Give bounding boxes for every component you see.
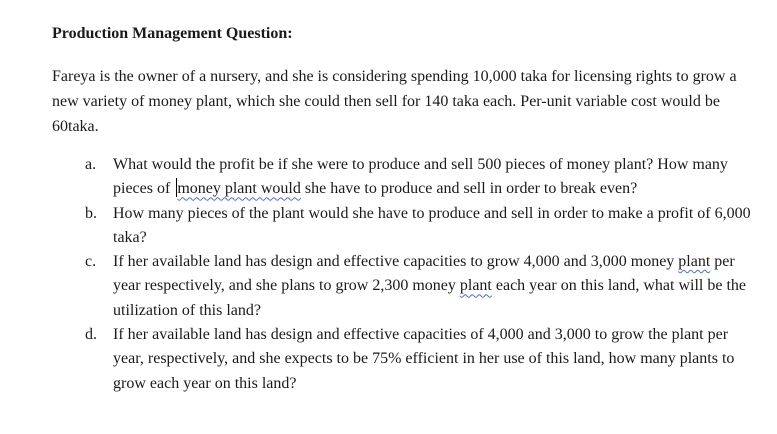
- question-item-d: [52, 323, 752, 396]
- question-item-a: [52, 153, 752, 202]
- question-marker: c.: [85, 253, 97, 271]
- question-marker: b.: [85, 204, 97, 222]
- document-body: [52, 24, 752, 396]
- question-text[interactable]: [113, 153, 752, 202]
- question-text-part: If her available land has design and effective capacities to grow 4,000 and 3,000 money: [113, 253, 679, 271]
- question-marker: a.: [85, 156, 97, 173]
- question-list: [52, 153, 752, 396]
- question-item-c: [52, 250, 752, 323]
- question-marker: d.: [85, 326, 97, 344]
- question-text-part: she have to produce and sell in order to break even?: [300, 180, 638, 198]
- question-text-part: each year on this land, what will be the utilization of this land?: [113, 277, 747, 319]
- question-text[interactable]: If her available land has design and effective capacities of 4,000 and 3,000 to grow the plant per year, respectively, and she expects to be 75% efficient in her use of this land, how many plants to grow each year on this land?: [113, 326, 735, 392]
- question-text-part: What would the profit be if she were to produce and sell 500 pieces of money plant? How many pieces of: [113, 156, 728, 198]
- intro-paragraph: Fareya is the owner of a nursery, and she is considering spending 10,000 taka for licensing rights to grow a new variety of money plant, which she could then sell for 140 taka each. Per-unit variable cost would be 60taka.: [52, 68, 737, 135]
- document-heading: Production Management Question:: [52, 25, 293, 42]
- grammar-flag[interactable]: money plant would: [177, 180, 301, 198]
- question-item-b: [52, 202, 752, 251]
- question-text[interactable]: [113, 250, 752, 323]
- grammar-flag[interactable]: plant: [678, 253, 711, 271]
- question-text-part: per year respectively, and she plans to grow 2,300 money: [113, 253, 735, 295]
- question-text[interactable]: How many pieces of the plant would she have to produce and sell in order to make a profit of 6,000 taka?: [113, 204, 751, 246]
- grammar-flag[interactable]: plant: [459, 277, 492, 295]
